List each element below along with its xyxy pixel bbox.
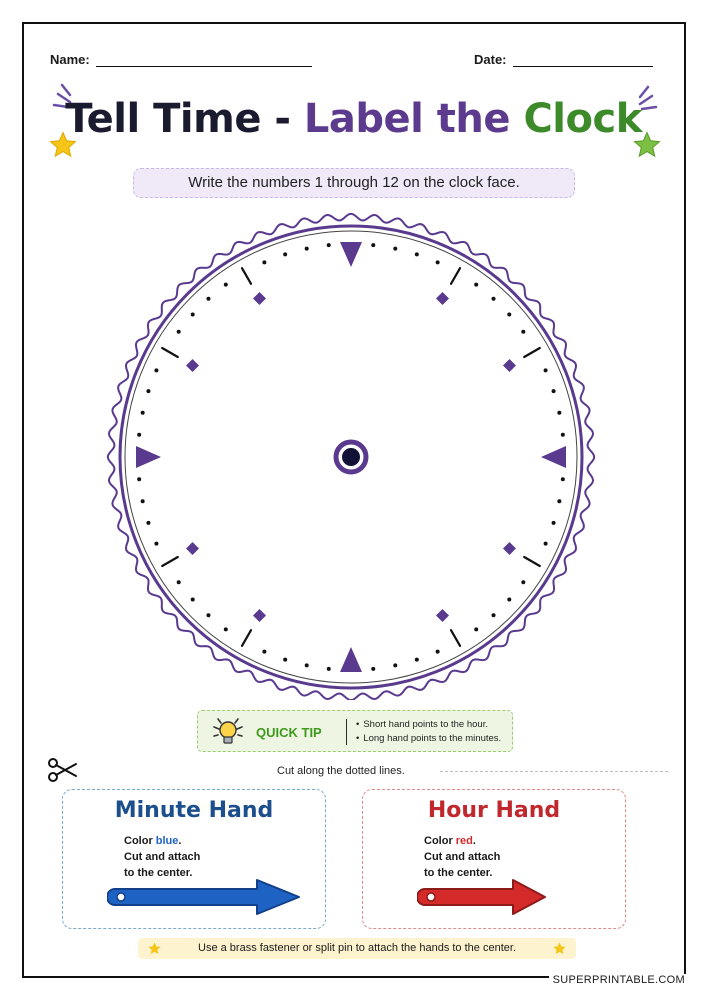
title-part-2: Label the <box>303 96 511 142</box>
minute-dot <box>561 433 565 437</box>
tip-line-minute: • Long hand points to the minutes. <box>356 732 501 746</box>
hour-hand-arrow[interactable] <box>417 878 549 916</box>
minute-dot <box>544 542 548 546</box>
hour-hand-instructions <box>424 833 500 881</box>
date-field[interactable] <box>474 52 653 67</box>
date-line[interactable] <box>513 66 653 67</box>
minute-dot <box>474 627 478 631</box>
quick-tip-lines <box>356 718 501 746</box>
minute-dot <box>371 667 375 671</box>
minute-hand-title: Minute Hand <box>114 798 274 823</box>
minute-dot <box>436 650 440 654</box>
hour-color-suffix: . <box>472 835 476 847</box>
lightbulb-icon <box>210 717 246 747</box>
minute-dot <box>492 613 496 617</box>
tip-line-hour: • Short hand points to the hour. <box>356 718 501 732</box>
minute-color-suffix: . <box>178 835 182 847</box>
cut-dotted-line <box>440 771 668 772</box>
minute-dot <box>521 580 525 584</box>
date-label: Date: <box>474 52 507 67</box>
minute-dot <box>141 411 145 415</box>
minute-color-word: blue <box>155 835 179 847</box>
minute-line-2: Cut and attach <box>124 851 201 863</box>
hour-hand-card[interactable] <box>362 789 626 929</box>
cut-instruction: Cut along the dotted lines. <box>277 765 405 777</box>
center-pin-hole <box>342 448 360 466</box>
instruction-banner: Write the numbers 1 through 12 on the clock face. <box>133 168 575 198</box>
minute-dot <box>137 433 141 437</box>
minute-dot <box>552 521 556 525</box>
minute-dot <box>557 499 561 503</box>
clock-face[interactable] <box>100 205 602 700</box>
minute-hand-arrow[interactable] <box>107 878 303 916</box>
hour-color-prefix: Color <box>424 835 456 847</box>
minute-dot <box>507 312 511 316</box>
minute-dot <box>474 283 478 287</box>
minute-dot <box>521 330 525 334</box>
minute-dot <box>507 598 511 602</box>
minute-dot <box>415 658 419 662</box>
minute-line-3: to the center. <box>124 867 193 879</box>
note-star-right-icon <box>552 941 567 956</box>
title-part-1: Tell Time - <box>65 96 291 142</box>
minute-dot <box>137 477 141 481</box>
hour-hand-title: Hour Hand <box>427 798 561 823</box>
minute-dot <box>393 247 397 251</box>
minute-dot <box>327 243 331 247</box>
minute-dot <box>305 247 309 251</box>
minute-dot <box>154 542 158 546</box>
name-field[interactable] <box>50 52 312 67</box>
minute-dot <box>141 499 145 503</box>
name-line[interactable] <box>96 66 312 67</box>
minute-dot <box>154 368 158 372</box>
minute-dot <box>327 667 331 671</box>
minute-dot <box>146 389 150 393</box>
quick-tip-divider <box>346 719 347 745</box>
minute-dot <box>206 613 210 617</box>
minute-dot <box>224 283 228 287</box>
minute-dot <box>283 252 287 256</box>
fastener-note <box>138 938 576 959</box>
minute-dot <box>371 243 375 247</box>
minute-dot <box>552 389 556 393</box>
fastener-note-text: Use a brass fastener or split pin to attach the hands to the center. <box>198 942 516 954</box>
page-title <box>0 96 707 142</box>
minute-hand-card[interactable] <box>62 789 326 929</box>
minute-dot <box>191 312 195 316</box>
footer-brand[interactable]: SUPERPRINTABLE.COM <box>549 974 689 986</box>
minute-dot <box>177 330 181 334</box>
hour-color-word: red <box>455 835 473 847</box>
title-part-3: Clock <box>523 96 642 142</box>
minute-dot <box>177 580 181 584</box>
minute-dot <box>393 663 397 667</box>
minute-dot <box>492 297 496 301</box>
scissors-icon <box>47 757 79 783</box>
minute-dot <box>305 663 309 667</box>
minute-dot <box>262 650 266 654</box>
minute-dot <box>557 411 561 415</box>
minute-color-prefix: Color <box>124 835 156 847</box>
hour-line-2: Cut and attach <box>424 851 501 863</box>
quick-tip-label: QUICK TIP <box>256 725 322 740</box>
minute-dot <box>544 368 548 372</box>
minute-dot <box>191 598 195 602</box>
hour-line-3: to the center. <box>424 867 493 879</box>
minute-dot <box>436 260 440 264</box>
minute-hand-instructions <box>124 833 200 881</box>
minute-dot <box>224 627 228 631</box>
minute-dot <box>561 477 565 481</box>
minute-dot <box>283 658 287 662</box>
minute-dot <box>262 260 266 264</box>
minute-dot <box>206 297 210 301</box>
name-label: Name: <box>50 52 90 67</box>
quick-tip-box <box>197 710 513 752</box>
minute-dot <box>146 521 150 525</box>
minute-dot <box>415 252 419 256</box>
